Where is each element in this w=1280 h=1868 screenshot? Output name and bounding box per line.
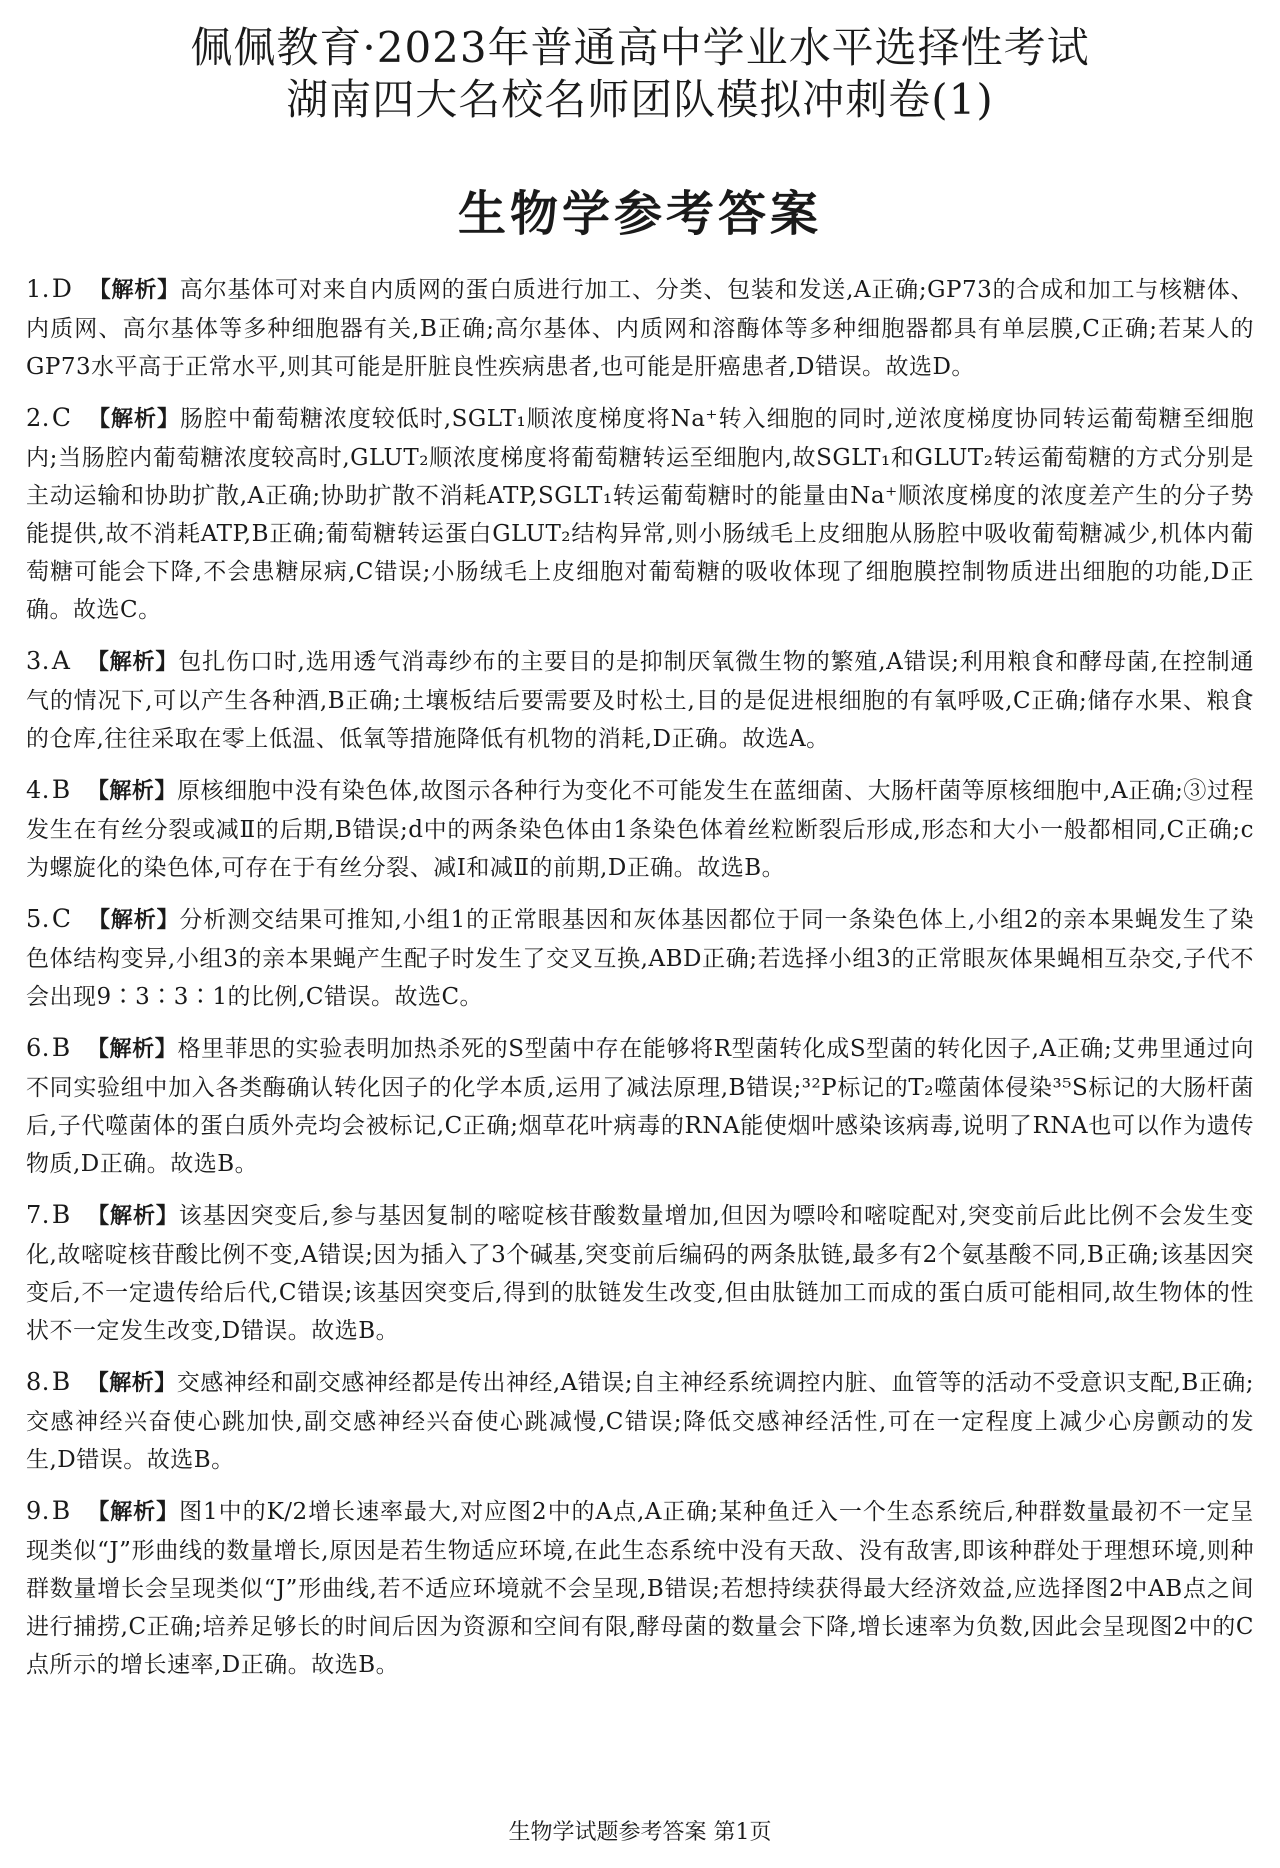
analysis-tag: 【解析】 bbox=[86, 1500, 180, 1525]
answer-item-9 bbox=[26, 1492, 1254, 1684]
analysis-tag: 【解析】 bbox=[86, 1037, 178, 1062]
answer-explanation: 肠腔中葡萄糖浓度较低时,SGLT₁顺浓度梯度将Na⁺转入细胞的同时,逆浓度梯度协同转运葡萄糖至细胞内;当肠腔内葡萄糖浓度较高时,GLUT₂顺浓度梯度将葡萄糖转运至细胞内,故SGLT₁和GLUT₂转运葡萄糖的方式分别是主动运输和协助扩散,A正确;协助扩散不消耗ATP,SGLT₁转运葡萄糖时的能量由Na⁺顺浓度梯度的浓度差产生的分子势能提供,故不消耗ATP,B正确;葡萄糖转运蛋白GLUT₂结构异常,则小肠绒毛上皮细胞从肠腔中吸收葡萄糖减少,机体内葡萄糖可能会下降,不会患糖尿病,C错误;小肠绒毛上皮细胞对葡萄糖的吸收体现了细胞膜控制物质进出细胞的功能,D正确。故选C。 bbox=[26, 406, 1254, 623]
answer-item-1 bbox=[26, 270, 1254, 386]
answer-number: 9. bbox=[26, 1497, 50, 1525]
analysis-tag: 【解析】 bbox=[87, 908, 180, 933]
answer-choice: D bbox=[51, 274, 73, 303]
exam-header bbox=[0, 22, 1280, 126]
answer-choice: B bbox=[51, 1496, 71, 1525]
answer-number: 4. bbox=[26, 776, 50, 804]
answer-number: 6. bbox=[26, 1034, 50, 1062]
answer-explanation: 原核细胞中没有染色体,故图示各种行为变化不可能发生在蓝细菌、大肠杆菌等原核细胞中,A正确;③过程发生在有丝分裂或减Ⅱ的后期,B错误;d中的两条染色体由1条染色体着丝粒断裂后形成,形态和大小一般都相同,C正确;c为螺旋化的染色体,可存在于有丝分裂、减Ⅰ和减Ⅱ的前期,D正确。故选B。 bbox=[26, 778, 1254, 881]
answer-choice: B bbox=[51, 1033, 71, 1062]
answer-item-7 bbox=[26, 1196, 1254, 1350]
answer-item-3 bbox=[26, 642, 1254, 758]
exam-title-line-2: 湖南四大名校名师团队模拟冲刺卷(1) bbox=[286, 75, 994, 124]
answer-item-2 bbox=[26, 399, 1254, 629]
answer-number: 7. bbox=[26, 1201, 50, 1229]
analysis-tag: 【解析】 bbox=[87, 407, 180, 432]
analysis-tag: 【解析】 bbox=[86, 779, 177, 804]
answer-choice: A bbox=[51, 646, 71, 675]
answer-explanation: 高尔基体可对来自内质网的蛋白质进行加工、分类、包装和发送,A正确;GP73的合成和加工与核糖体、内质网、高尔基体等多种细胞器有关,B正确;高尔基体、内质网和溶酶体等多种细胞器都具有单层膜,C正确;若某人的GP73水平高于正常水平,则其可能是肝脏良性疾病患者,也可能是肝癌患者,D错误。故选D。 bbox=[26, 277, 1254, 380]
analysis-tag: 【解析】 bbox=[86, 1371, 177, 1396]
answer-explanation: 分析测交结果可推知,小组1的正常眼基因和灰体基因都位于同一条染色体上,小组2的亲本果蝇发生了染色体结构变异,小组3的亲本果蝇产生配子时发生了交叉互换,ABD正确;若选择小组3的正常眼灰体果蝇相互杂交,子代不会出现9∶3∶3∶1的比例,C错误。故选C。 bbox=[26, 907, 1254, 1010]
answer-explanation: 图1中的K/2增长速率最大,对应图2中的A点,A正确;某种鱼迁入一个生态系统后,种群数量最初不一定呈现类似“J”形曲线的数量增长,原因是若生物适应环境,在此生态系统中没有天敌、没有敌害,即该种群处于理想环境,则种群数量增长会呈现类似“J”形曲线,若不适应环境就不会呈现,B错误;若想持续获得最大经济效益,应选择图2中AB点之间进行捕捞,C正确;培养足够长的时间后因为资源和空间有限,酵母菌的数量会下降,增长速率为负数,因此会呈现图2中的C点所示的增长速率,D正确。故选B。 bbox=[26, 1499, 1254, 1678]
answer-item-8 bbox=[26, 1363, 1254, 1479]
answer-number: 1. bbox=[26, 275, 50, 303]
answer-number: 8. bbox=[26, 1368, 50, 1396]
answer-choice: B bbox=[51, 1200, 71, 1229]
answer-number: 2. bbox=[26, 404, 50, 432]
analysis-tag: 【解析】 bbox=[86, 1204, 179, 1229]
answer-number: 5. bbox=[26, 905, 50, 933]
page-footer: 生物学试题参考答案 第1页 bbox=[508, 1820, 772, 1845]
answer-explanation: 包扎伤口时,选用透气消毒纱布的主要目的是抑制厌氧微生物的繁殖,A错误;利用粮食和酵母菌,在控制通气的情况下,可以产生各种酒,B正确;土壤板结后要需要及时松土,目的是促进根细胞的有氧呼吸,C正确;储存水果、粮食的仓库,往往采取在零上低温、低氧等措施降低有机物的消耗,D正确。故选A。 bbox=[26, 649, 1254, 752]
answer-explanation: 交感神经和副交感神经都是传出神经,A错误;自主神经系统调控内脏、血管等的活动不受意识支配,B正确;交感神经兴奋使心跳加快,副交感神经兴奋使心跳减慢,C错误;降低交感神经活性,可在一定程度上减少心房颤动的发生,D错误。故选B。 bbox=[26, 1370, 1254, 1473]
answer-explanation: 格里菲思的实验表明加热杀死的S型菌中存在能够将R型菌转化成S型菌的转化因子,A正确;艾弗里通过向不同实验组中加入各类酶确认转化因子的化学本质,运用了减法原理,B错误;³²P标记的T₂噬菌体侵染³⁵S标记的大肠杆菌后,子代噬菌体的蛋白质外壳均会被标记,C正确;烟草花叶病毒的RNA能使烟叶感染该病毒,说明了RNA也可以作为遗传物质,D正确。故选B。 bbox=[26, 1036, 1254, 1177]
answer-item-4 bbox=[26, 771, 1254, 887]
answer-item-6 bbox=[26, 1029, 1254, 1183]
answer-item-5 bbox=[26, 900, 1254, 1016]
answer-choice: C bbox=[51, 904, 72, 933]
analysis-tag: 【解析】 bbox=[86, 650, 179, 675]
analysis-tag: 【解析】 bbox=[88, 278, 180, 303]
answer-list bbox=[26, 270, 1254, 1697]
answer-number: 3. bbox=[26, 647, 50, 675]
subject-title: 生物学参考答案 bbox=[457, 186, 822, 242]
answer-choice: B bbox=[51, 1367, 71, 1396]
answer-choice: C bbox=[51, 403, 72, 432]
exam-title-line-1: 佩佩教育·2023年普通高中学业水平选择性考试 bbox=[190, 23, 1090, 72]
answer-explanation: 该基因突变后,参与基因复制的嘧啶核苷酸数量增加,但因为嘌呤和嘧啶配对,突变前后此比例不会发生变化,故嘧啶核苷酸比例不变,A错误;因为插入了3个碱基,突变前后编码的两条肽链,最多有2个氨基酸不同,B正确;该基因突变后,不一定遗传给后代,C错误;该基因突变后,得到的肽链发生改变,但由肽链加工而成的蛋白质可能相同,故生物体的性状不一定发生改变,D错误。故选B。 bbox=[26, 1203, 1254, 1344]
answer-choice: B bbox=[51, 775, 71, 804]
